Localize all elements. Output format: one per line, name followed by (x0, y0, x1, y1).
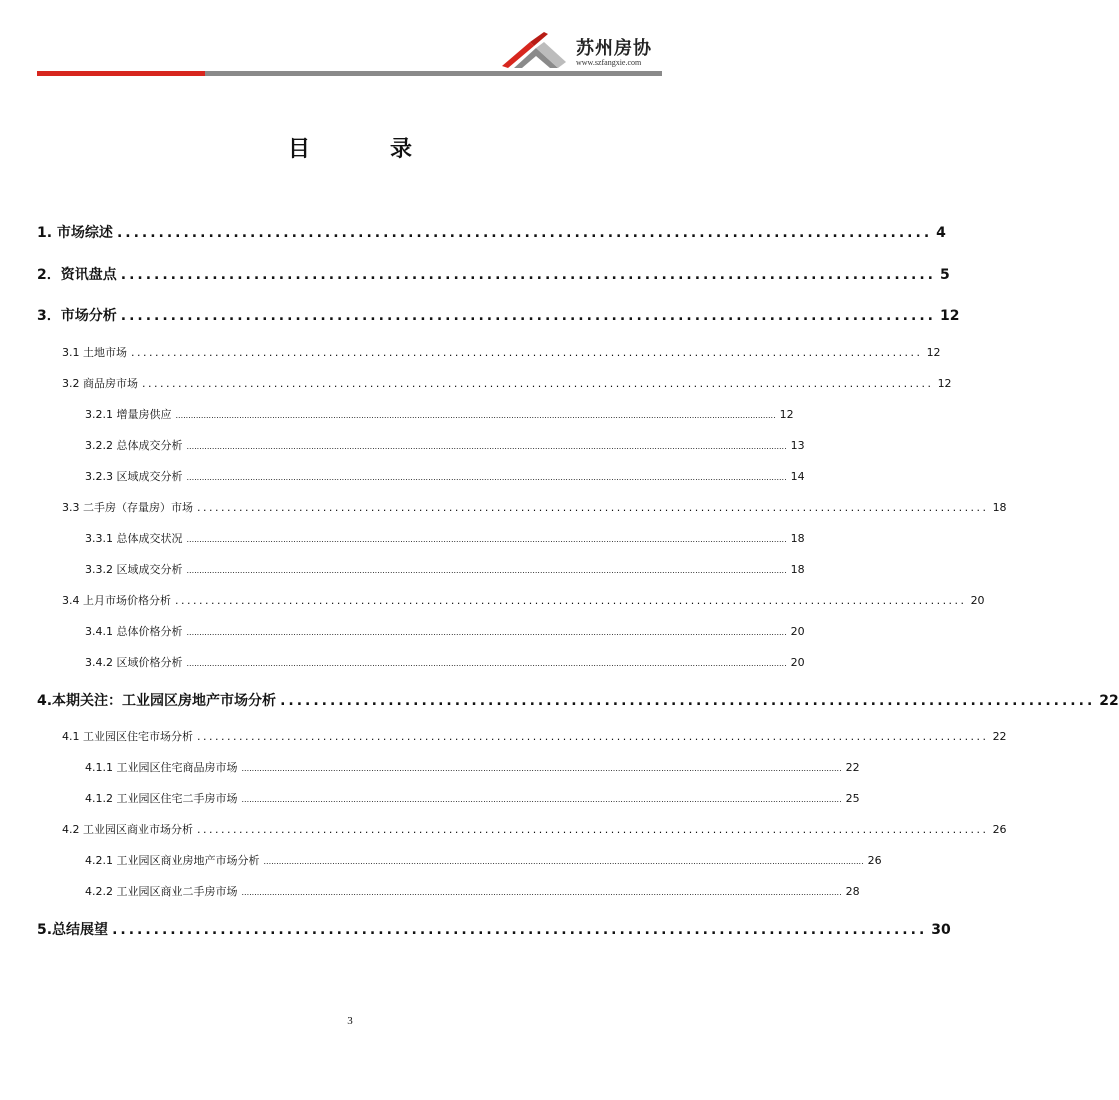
toc-page-number: 26 (867, 854, 882, 867)
logo-text: 苏州房协 (576, 38, 652, 59)
toc-page-number: 12 (939, 308, 960, 324)
toc-entry-label: 3.3 二手房（存量房）市场 (62, 501, 193, 514)
header-rule (37, 71, 662, 76)
toc-dot-leader: ............................................................................................................................................................................................................................................ (186, 566, 787, 575)
toc-entry-1[interactable] (37, 222, 946, 242)
toc-page-number: 25 (845, 792, 860, 805)
logo-url: www.szfangxie.com (576, 58, 642, 67)
toc-dot-leader: .................................................................................................................................... (197, 823, 989, 836)
toc-page-number: 14 (790, 470, 805, 483)
toc-dot-leader: ............................................................................................................................................................................................................................................ (186, 659, 787, 668)
toc-dot-leader: ............................................................................................................................................................................................................................................ (186, 628, 787, 637)
toc-page-number: 22 (1099, 693, 1119, 709)
toc-dot-leader: ............................................................................................................................................................................................................................................ (241, 795, 842, 804)
toc-entry-4[interactable] (37, 690, 1119, 710)
toc-entry-3[interactable] (37, 305, 960, 325)
toc-entry-4-2-2[interactable] (85, 883, 860, 899)
toc-page-number: 26 (992, 823, 1007, 836)
toc-entry-label: 3.4.2 区域价格分析 (85, 656, 183, 669)
toc-page-number: 12 (779, 408, 794, 421)
toc-page-number: 12 (926, 346, 941, 359)
toc-page-number: 20 (970, 594, 985, 607)
toc-dot-leader: .................................................................................................. (280, 693, 1096, 709)
toc-entry-5[interactable] (37, 919, 951, 939)
toc-entry-label: 3.4.1 总体价格分析 (85, 625, 183, 638)
toc-dot-leader: .................................................................................................. (120, 308, 936, 324)
toc-entry-label: 3.3.1 总体成交状况 (85, 532, 183, 545)
toc-entry-label: 4.2 工业园区商业市场分析 (62, 823, 193, 836)
toc-entry-4-1[interactable] (62, 728, 1007, 744)
footer-page-number: 3 (347, 1015, 353, 1027)
toc-entry-3-4[interactable] (62, 592, 985, 608)
toc-entry-label: 4.2.2 工业园区商业二手房市场 (85, 885, 238, 898)
toc-page-number: 22 (845, 761, 860, 774)
toc-page-number: 18 (790, 563, 805, 576)
toc-page-number: 28 (845, 885, 860, 898)
toc-entry-label: 2．资讯盘点 (37, 267, 117, 283)
toc-entry-label: 5.总结展望 (37, 922, 109, 938)
toc-entry-4-2-1[interactable] (85, 852, 882, 868)
title-char-1: 目 (287, 137, 310, 162)
toc-entry-3-2-1[interactable] (85, 406, 794, 422)
toc-entry-label: 3．市场分析 (37, 308, 117, 324)
toc-dot-leader: .................................................................................................................................... (197, 730, 989, 743)
toc-dot-leader: ............................................................................................................................................................................................................................................ (175, 411, 776, 420)
toc-dot-leader: .................................................................................................................................... (131, 346, 923, 359)
toc-entry-label: 1. 市场综述 (37, 225, 113, 241)
logo-pen-icon (500, 30, 570, 70)
toc-entry-3-2-3[interactable] (85, 468, 805, 484)
toc-entry-label: 3.1 土地市场 (62, 346, 127, 359)
toc-page-number: 5 (939, 267, 950, 283)
toc-entry-label: 3.2.3 区域成交分析 (85, 470, 183, 483)
toc-page-number: 18 (790, 532, 805, 545)
title-char-2: 录 (390, 137, 413, 162)
toc-entry-3-3-1[interactable] (85, 530, 805, 546)
toc-page-number: 30 (931, 922, 951, 938)
toc-dot-leader: .................................................................................................................................... (175, 594, 967, 607)
toc-entry-3-3-2[interactable] (85, 561, 805, 577)
toc-entry-4-2[interactable] (62, 821, 1007, 837)
toc-page-number: 18 (992, 501, 1007, 514)
toc-dot-leader: .................................................................................................. (120, 267, 936, 283)
toc-entry-3-2[interactable] (62, 375, 952, 391)
toc-entry-label: 4.1.2 工业园区住宅二手房市场 (85, 792, 238, 805)
toc-dot-leader: ............................................................................................................................................................................................................................................ (241, 888, 842, 897)
toc-dot-leader: .................................................................................................. (116, 225, 933, 241)
toc-entry-label: 3.4 上月市场价格分析 (62, 594, 171, 607)
toc-entry-label: 3.3.2 区域成交分析 (85, 563, 183, 576)
toc-entry-label: 3.2.1 增量房供应 (85, 408, 172, 421)
toc-dot-leader: ............................................................................................................................................................................................................................................ (186, 442, 787, 451)
toc-entry-3-2-2[interactable] (85, 437, 805, 453)
header-rule-gray (205, 71, 662, 76)
toc-entry-4-1-1[interactable] (85, 759, 860, 775)
toc-entry-label: 4.1 工业园区住宅市场分析 (62, 730, 193, 743)
toc-page-number: 12 (937, 377, 952, 390)
page-title (0, 132, 700, 163)
toc-entry-3-3[interactable] (62, 499, 1007, 515)
toc-dot-leader: .................................................................................................. (112, 922, 928, 938)
toc-page-number: 20 (790, 656, 805, 669)
toc-page-number: 20 (790, 625, 805, 638)
toc-dot-leader: .................................................................................................................................... (142, 377, 934, 390)
toc-dot-leader: ............................................................................................................................................................................................................................................ (241, 764, 842, 773)
toc-entry-3-4-2[interactable] (85, 654, 805, 670)
logo (500, 26, 662, 72)
toc-page-number: 22 (992, 730, 1007, 743)
header-rule-red (37, 71, 205, 76)
toc-dot-leader: ............................................................................................................................................................................................................................................ (263, 857, 864, 866)
toc-page-number: 4 (936, 225, 946, 241)
toc-entry-label: 4.本期关注：工业园区房地产市场分析 (37, 693, 277, 709)
toc-dot-leader: ............................................................................................................................................................................................................................................ (186, 473, 787, 482)
toc-entry-label: 3.2.2 总体成交分析 (85, 439, 183, 452)
toc-entry-label: 3.2 商品房市场 (62, 377, 138, 390)
toc-dot-leader: ............................................................................................................................................................................................................................................ (186, 535, 787, 544)
toc-entry-label: 4.1.1 工业园区住宅商品房市场 (85, 761, 238, 774)
toc-page-number: 13 (790, 439, 805, 452)
toc-entry-2[interactable] (37, 264, 950, 284)
toc-entry-4-1-2[interactable] (85, 790, 860, 806)
toc-dot-leader: .................................................................................................................................... (197, 501, 989, 514)
toc-entry-label: 4.2.1 工业园区商业房地产市场分析 (85, 854, 260, 867)
toc-entry-3-4-1[interactable] (85, 623, 805, 639)
toc-entry-3-1[interactable] (62, 344, 941, 360)
